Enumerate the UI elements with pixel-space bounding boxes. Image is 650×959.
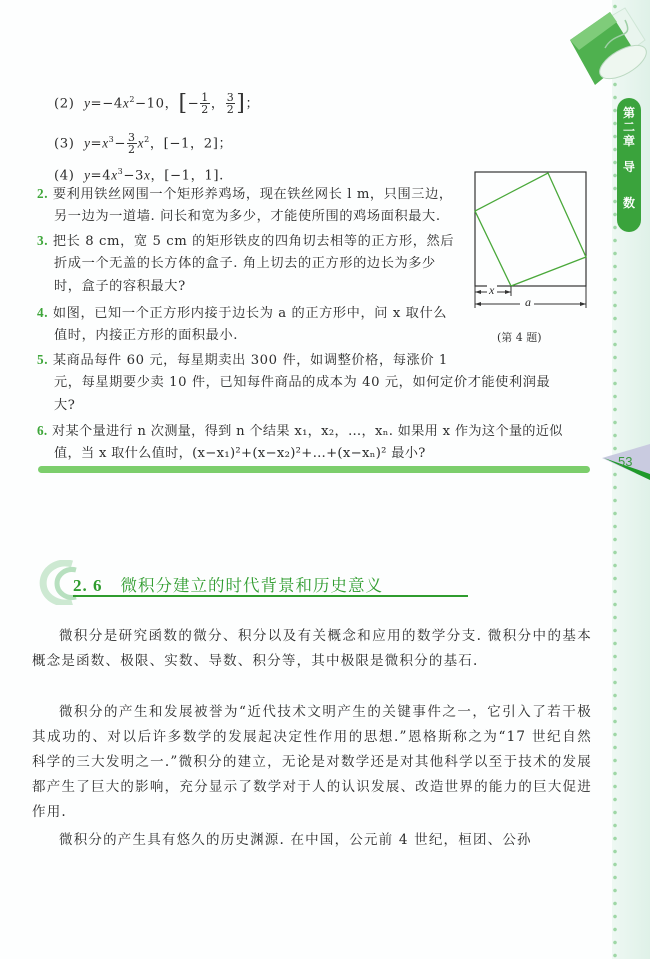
- section-title-text: 微积分建立的时代背景和历史意义: [120, 576, 383, 595]
- section-heading: [40, 560, 460, 605]
- page-number: 53: [618, 454, 633, 469]
- figure-label-x: x: [489, 283, 495, 297]
- exercise-2-line-2: 另一边为一道墙. 问长和宽为多少，才能使所围的鸡场面积最大.: [54, 209, 441, 224]
- exercise-6: [37, 423, 563, 440]
- exercise-3-line-2: 折成一个无盖的长方体的盒子. 角上切去的正方形的边长为多少: [54, 256, 436, 271]
- paragraph-2: 微积分的产生和发展被誉为“近代技术文明产生的关键事件之一，它引入了若干极其成功的、对以后许多数学的发展起决定性作用的思想.”恩格斯称之为“17 世纪自然科学的三大发明之一.”微积分的建立，无论是对数学还是对其他科学以至于技术的发展都产生了巨大的影响，充分显示了数学对于人的认识发展、改造世界的能力的巨大促进作用.: [32, 704, 592, 820]
- exercise-5-line-3: 大?: [54, 398, 76, 413]
- exercise-4-line-2: 值时，内接正方形的面积最小.: [54, 328, 239, 343]
- section-title: [73, 572, 383, 596]
- figure-label-a: a: [525, 295, 531, 309]
- chapter-tab-char: 导: [622, 160, 635, 174]
- exercise-4: [37, 305, 447, 322]
- mouse-decoration-icon: [565, 0, 650, 95]
- exercise-text: 如图，已知一个正方形内接于边长为 a 的正方形中，问 x 取什么: [52, 306, 448, 321]
- section-divider: [38, 466, 590, 473]
- part-label: (3): [54, 136, 75, 152]
- chapter-tab-char: 二: [622, 120, 635, 134]
- exercise-text: 某商品每件 60 元，每星期卖出 300 件，如调整价格，每涨价 1: [52, 353, 448, 368]
- exercise-1-part-2: (2) $y=-4x^2-10$，[− $\frac{1}{2}$ ， $\frac{3}{2}$ ]；: [54, 90, 260, 117]
- exercise-5: [37, 352, 448, 369]
- exercise-5-line-2: 元，每星期要少卖 10 件，已知每件商品的成本为 40 元，如何定价才能使利润最: [54, 375, 551, 390]
- exercise-text: 把长 8 cm，宽 5 cm 的矩形铁皮的四角切去相等的正方形，然后: [52, 234, 455, 249]
- exercise-3: [37, 233, 454, 250]
- paragraph-3: 微积分的产生具有悠久的历史渊源. 在中国，公元前 4 世纪，桓团、公孙: [59, 832, 532, 848]
- exercise-1-part-3: (3) $y=x^3-$ $\frac{3}{2}$ $x^2$，[−1，2]；: [54, 131, 233, 157]
- part-label: (4): [54, 168, 75, 184]
- chapter-tab-char: 第: [622, 106, 635, 120]
- figure-caption: (第 4 题): [497, 331, 542, 344]
- chapter-tab-char: 章: [622, 134, 635, 148]
- exercise-1-part-4: (4) $y=4x^3-3x$，[−1，1].: [54, 167, 224, 184]
- section-number: 2. 6: [73, 576, 103, 595]
- exercise-3-line-3: 时，盒子的容积最大?: [54, 279, 186, 294]
- exercise-number: 3.: [37, 233, 49, 248]
- exercise-text: 要利用铁丝网围一个矩形养鸡场，现在铁丝网长 l m，只围三边，: [52, 187, 453, 202]
- chapter-tab: [617, 98, 641, 232]
- part-label: (2): [54, 96, 75, 112]
- exercise-number: 4.: [37, 305, 49, 320]
- exercise-number: 6.: [37, 423, 48, 438]
- exercise-text: 对某个量进行 n 次测量，得到 n 个结果 x₁，x₂，…，xₙ. 如果用 x 作为这个量的近似: [52, 424, 563, 439]
- exercise-number: 5.: [37, 352, 49, 367]
- exercise-number: 2.: [37, 186, 49, 201]
- chapter-tab-char: 数: [622, 196, 635, 210]
- section-underline: [73, 595, 468, 597]
- exercise-2: [37, 186, 453, 203]
- exercise-6-line-2: 值，当 x 取什么值时，(x−x₁)²+(x−x₂)²+…+(x−xₙ)² 最小?: [54, 446, 426, 461]
- paragraph-1: 微积分是研究函数的微分、积分以及有关概念和应用的数学分支. 微积分中的基本概念是函数、极限、实数、导数、积分等，其中极限是微积分的基石.: [32, 628, 592, 669]
